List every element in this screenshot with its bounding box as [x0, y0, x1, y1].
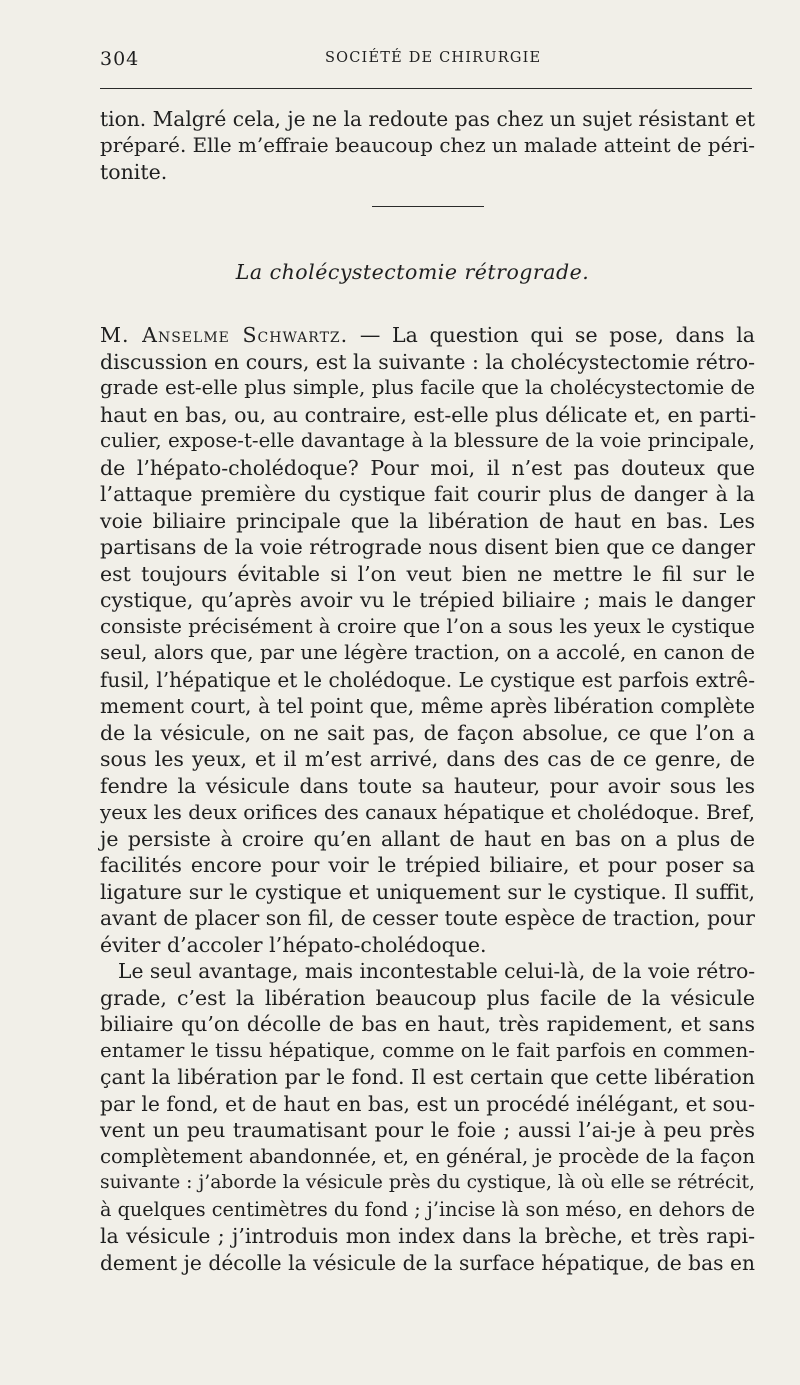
- text-line: entamer le tissu hépatique, comme on le fait parfois en commen-: [100, 1038, 755, 1062]
- text-line: je persiste à croire qu’en allant de haut en bas on a plus de: [100, 826, 755, 851]
- text-line: grade est-elle plus simple, plus facile que la cholécystectomie de: [100, 376, 755, 399]
- text-line: haut en bas, ou, au contraire, est-elle plus délicate et, en parti-: [100, 402, 757, 427]
- text-line: tion. Malgré cela, je ne la redoute pas chez un sujet résistant et: [100, 107, 755, 131]
- speaker-name: M. Anselme Schwartz.: [100, 323, 349, 347]
- continued-paragraph: [100, 106, 755, 186]
- text-line: çant la libération par le fond. Il est certain que cette libération: [100, 1065, 755, 1089]
- page-number: 304: [100, 48, 140, 70]
- text-line: préparé. Elle m’effraie beaucoup chez un malade atteint de péri-: [100, 133, 755, 157]
- section-title-text: La cholécystectomie rétrograde.: [235, 260, 590, 284]
- text-line: mement court, à tel point que, même après libération complète: [100, 694, 755, 718]
- text-line: fendre la vésicule dans toute sa hauteur, pour avoir sous les: [100, 773, 755, 798]
- section-divider: [372, 206, 484, 207]
- text-line: biliaire qu’on décolle de bas en haut, très rapidement, et sans: [100, 1012, 755, 1036]
- text-line: à quelques centimètres du fond ; j’incise là son méso, en dehors de: [100, 1197, 755, 1221]
- text-line: yeux les deux orifices des canaux hépatique et cholédoque. Bref,: [100, 800, 755, 824]
- page-header: [100, 48, 760, 72]
- text-line: ligature sur le cystique et uniquement sur le cystique. Il suffit,: [100, 879, 755, 904]
- text-line: vent un peu traumatisant pour le foie ; aussi l’ai-je à peu près: [100, 1118, 755, 1142]
- text-line: culier, expose-t-elle davantage à la blessure de la voie principale,: [100, 429, 755, 452]
- text-line: par le fond, et de haut en bas, est un procédé inélégant, et sou-: [100, 1091, 755, 1116]
- text-line: l’attaque première du cystique fait courir plus de danger à la: [100, 482, 755, 506]
- text-line: seul, alors que, par une légère traction, on a accolé, en canon de: [100, 641, 755, 664]
- text-line: [100, 322, 755, 349]
- section-title: [0, 260, 800, 284]
- paragraph-1: [100, 322, 755, 958]
- text-line: voie biliaire principale que la libération de haut en bas. Les: [100, 508, 755, 533]
- text-line: fusil, l’hépatique et le cholédoque. Le cystique est parfois extrê-: [100, 667, 755, 692]
- text-line: cystique, qu’après avoir vu le trépied biliaire ; mais le danger: [100, 588, 755, 612]
- text-line: dement je décolle la vésicule de la surface hépatique, de bas en: [100, 1250, 755, 1275]
- text-line: tonite.: [100, 160, 168, 184]
- text-line: discussion en cours, est la suivante : la cholécystectomie rétro-: [100, 349, 755, 374]
- text-line: grade, c’est la libération beaucoup plus facile de la vésicule: [100, 985, 755, 1010]
- text-line: la vésicule ; j’introduis mon index dans la brèche, et très rapi-: [100, 1224, 755, 1248]
- text-line: suivante : j’aborde la vésicule près du cystique, là où elle se rétrécit,: [100, 1172, 755, 1193]
- text-line: consiste précisément à croire que l’on a sous les yeux le cystique: [100, 614, 755, 638]
- paragraph-2: [100, 958, 755, 1276]
- running-head: SOCIÉTÉ DE CHIRURGIE: [325, 50, 542, 66]
- text-line-content: — La question qui se pose, dans la: [348, 323, 756, 347]
- text-line: éviter d’accoler l’hépato-cholédoque.: [100, 932, 487, 957]
- text-line: de l’hépato-cholédoque? Pour moi, il n’est pas douteux que: [100, 455, 755, 480]
- text-line: avant de placer son fil, de cesser toute espèce de traction, pour: [100, 906, 755, 930]
- text-line: de la vésicule, on ne sait pas, de façon absolue, ce que l’on a: [100, 720, 755, 745]
- text-line: facilités encore pour voir le trépied biliaire, et pour poser sa: [100, 853, 755, 877]
- text-line: Le seul avantage, mais incontestable celui-là, de la voie rétro-: [118, 959, 756, 983]
- header-rule: [100, 88, 752, 89]
- text-line: complètement abandonnée, et, en général, je procède de la façon: [100, 1144, 755, 1168]
- text-line: est toujours évitable si l’on veut bien ne mettre le fil sur le: [100, 561, 755, 586]
- text-line: partisans de la voie rétrograde nous disent bien que ce danger: [100, 535, 755, 559]
- text-line: sous les yeux, et il m’est arrivé, dans des cas de ce genre, de: [100, 747, 755, 771]
